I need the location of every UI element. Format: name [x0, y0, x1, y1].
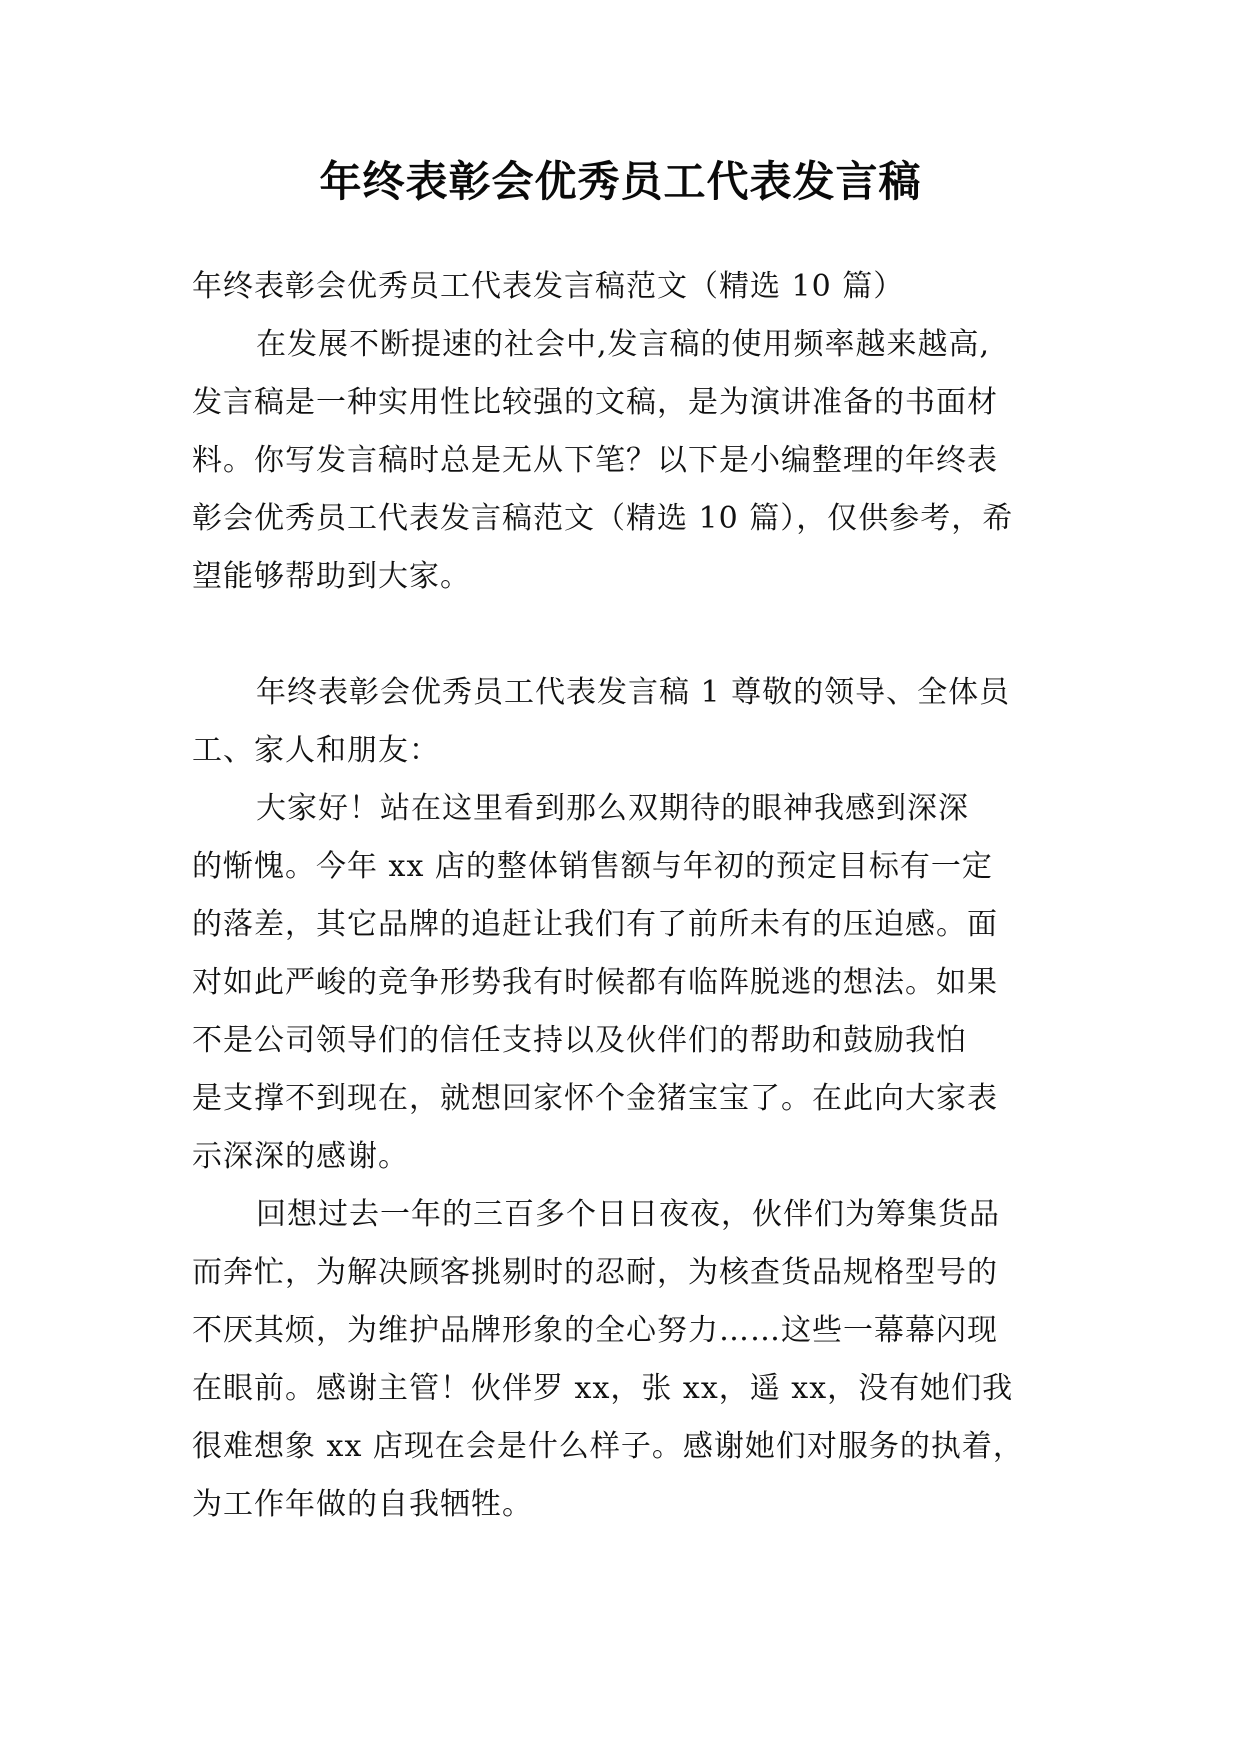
intro-line: 望能够帮助到大家。	[192, 559, 471, 594]
paragraph-spacer	[192, 606, 1052, 664]
paragraph-line: 不是公司领导们的信任支持以及伙伴们的帮助和鼓励我怕	[192, 1023, 967, 1058]
document-title: 年终表彰会优秀员工代表发言稿	[319, 157, 922, 206]
intro-line: 彰会优秀员工代表发言稿范文（精选 10 篇），仅供参考，希	[192, 501, 1014, 536]
paragraph-line: 的落差，其它品牌的追赶让我们有了前所未有的压迫感。面	[192, 907, 998, 942]
section-1-heading	[192, 664, 1052, 780]
document-body	[192, 258, 1052, 1534]
paragraph-line: 不厌其烦，为维护品牌形象的全心努力……这些一幕幕闪现	[192, 1313, 998, 1348]
intro-paragraph	[192, 316, 1052, 606]
paragraph-line: 回想过去一年的三百多个日日夜夜，伙伴们为筹集货品	[256, 1197, 1000, 1232]
subtitle-line: 年终表彰会优秀员工代表发言稿范文（精选 10 篇）	[192, 269, 905, 304]
paragraph-line: 在眼前。感谢主管！伙伴罗 xx，张 xx，遥 xx，没有她们我	[192, 1371, 1014, 1406]
paragraph-line: 的惭愧。今年 xx 店的整体销售额与年初的预定目标有一定	[192, 849, 993, 884]
intro-line: 料。你写发言稿时总是无从下笔？以下是小编整理的年终表	[192, 443, 998, 478]
paragraph-line: 是支撑不到现在，就想回家怀个金猪宝宝了。在此向大家表	[192, 1081, 998, 1116]
paragraph-line: 大家好！站在这里看到那么双期待的眼神我感到深深	[256, 791, 969, 826]
paragraph-line: 很难想象 xx 店现在会是什么样子。感谢她们对服务的执着，	[192, 1429, 1024, 1464]
paragraph-2	[192, 1186, 1052, 1534]
section-heading-line: 年终表彰会优秀员工代表发言稿 1 尊敬的领导、全体员	[256, 675, 1011, 710]
intro-line: 在发展不断提速的社会中,发言稿的使用频率越来越高,	[256, 327, 991, 362]
document-subtitle	[192, 258, 1052, 316]
paragraph-line: 对如此严峻的竞争形势我有时候都有临阵脱逃的想法。如果	[192, 965, 998, 1000]
intro-line: 发言稿是一种实用性比较强的文稿，是为演讲准备的书面材	[192, 385, 998, 420]
paragraph-line: 为工作年做的自我牺牲。	[192, 1487, 533, 1522]
paragraph-line: 示深深的感谢。	[192, 1139, 409, 1174]
paragraph-1	[192, 780, 1052, 1186]
paragraph-line: 而奔忙，为解决顾客挑剔时的忍耐，为核查货品规格型号的	[192, 1255, 998, 1290]
section-heading-line: 工、家人和朋友：	[192, 733, 440, 768]
